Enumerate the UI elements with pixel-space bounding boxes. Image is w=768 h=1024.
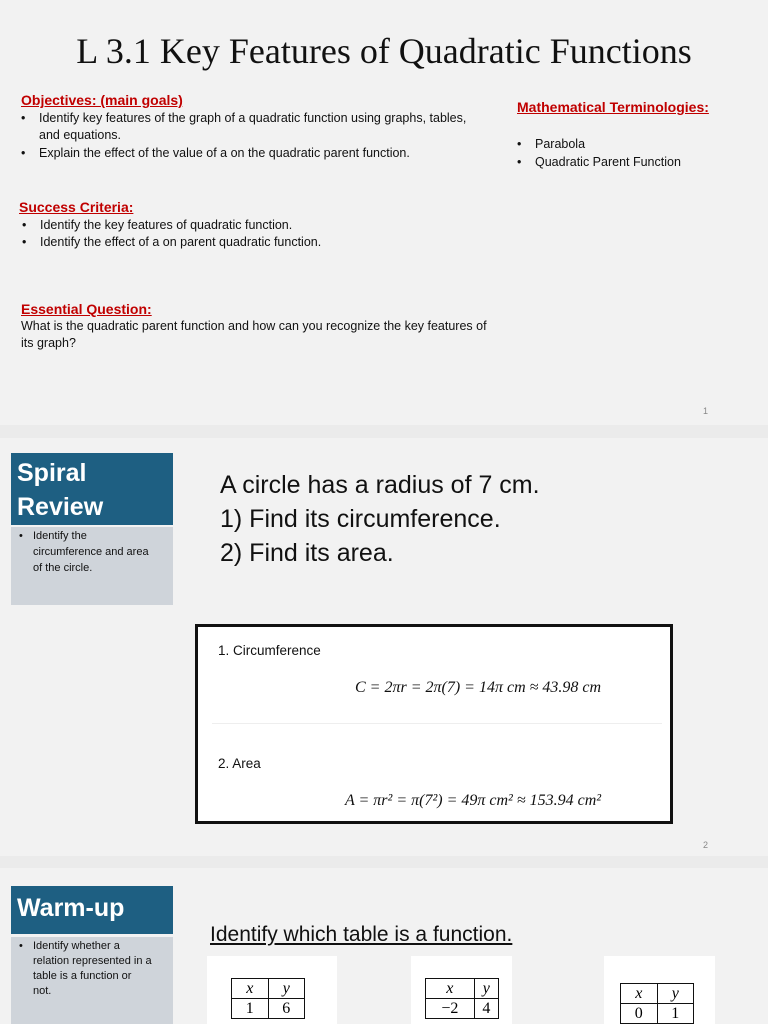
prompt-line: 2) Find its area. bbox=[220, 539, 394, 567]
objective-line: circumference and area bbox=[33, 546, 149, 558]
table-3-card bbox=[604, 956, 715, 1024]
warm-up-objective-box bbox=[11, 937, 173, 1024]
success-criteria-heading: Success Criteria: bbox=[19, 199, 134, 215]
spiral-review-title-line: Spiral bbox=[17, 459, 87, 487]
essential-question-line: its graph? bbox=[21, 336, 76, 350]
page-number: 2 bbox=[702, 840, 708, 850]
terminology-item: • Quadratic Parent Function bbox=[535, 154, 681, 171]
objective-line: of the circle. bbox=[33, 562, 93, 574]
prompt-line: 1) Find its circumference. bbox=[220, 505, 501, 533]
objective-line: relation represented in a bbox=[33, 955, 152, 967]
table-2 bbox=[425, 978, 499, 1019]
success-item: • Identify the key features of quadratic function. bbox=[40, 217, 292, 234]
objective-line: • Identify whether a bbox=[33, 939, 120, 954]
table-1 bbox=[231, 978, 305, 1019]
area-label: 2. Area bbox=[218, 756, 261, 771]
table-cell: −2 bbox=[426, 999, 475, 1019]
prompt-line: A circle has a radius of 7 cm. bbox=[220, 471, 540, 499]
table-1-card bbox=[207, 956, 337, 1024]
objective-line: not. bbox=[33, 985, 52, 997]
warm-up-prompt: Identify which table is a function. bbox=[210, 923, 513, 946]
table-header-x: x bbox=[232, 979, 269, 999]
slide-3 bbox=[0, 868, 768, 1024]
objective-line: • Identify the bbox=[33, 529, 87, 544]
terminology-heading: Mathematical Terminologies: bbox=[517, 99, 709, 115]
objective-item: • Explain the effect of the value of a on the quadratic parent function. bbox=[39, 145, 410, 162]
circumference-equation: C = 2πr = 2π(7) = 14π cm ≈ 43.98 cm bbox=[355, 679, 602, 696]
objective-item-continued: and equations. bbox=[39, 128, 122, 142]
warm-up-title-box bbox=[11, 886, 173, 934]
table-header-y: y bbox=[268, 979, 305, 999]
terminology-item: • Parabola bbox=[535, 136, 585, 153]
circumference-label: 1. Circumference bbox=[218, 643, 321, 658]
answer-box bbox=[195, 624, 673, 824]
essential-question-line: What is the quadratic parent function and how can you recognize the key features of bbox=[21, 319, 487, 333]
table-header-y: y bbox=[474, 979, 498, 999]
slide-1 bbox=[0, 0, 768, 425]
table-cell: 1 bbox=[232, 999, 269, 1019]
page-title: L 3.1 Key Features of Quadratic Functions bbox=[76, 31, 692, 71]
area-equation: A = πr² = π(7²) = 49π cm² ≈ 153.94 cm² bbox=[345, 792, 602, 809]
table-header-x: x bbox=[621, 984, 658, 1004]
divider bbox=[212, 723, 662, 724]
warm-up-title: Warm-up bbox=[17, 894, 125, 922]
success-item: • Identify the effect of a on parent quadratic function. bbox=[40, 234, 321, 251]
table-2-card bbox=[411, 956, 512, 1024]
table-cell: 0 bbox=[621, 1004, 658, 1024]
table-cell: 6 bbox=[268, 999, 305, 1019]
spiral-review-title-box bbox=[11, 453, 173, 525]
objective-line: table is a function or bbox=[33, 970, 132, 982]
table-cell: 1 bbox=[657, 1004, 694, 1024]
table-header-y: y bbox=[657, 984, 694, 1004]
slide-2 bbox=[0, 438, 768, 856]
essential-question-heading: Essential Question: bbox=[21, 301, 152, 317]
table-header-x: x bbox=[426, 979, 475, 999]
page-number: 1 bbox=[702, 406, 708, 416]
spiral-review-objective-box bbox=[11, 527, 173, 605]
table-cell: 4 bbox=[474, 999, 498, 1019]
table-3 bbox=[620, 983, 694, 1024]
spiral-review-title-line: Review bbox=[17, 493, 104, 521]
objectives-heading: Objectives: (main goals) bbox=[21, 92, 183, 108]
objective-item: • Identify key features of the graph of a quadratic function using graphs, tables, bbox=[39, 110, 466, 127]
